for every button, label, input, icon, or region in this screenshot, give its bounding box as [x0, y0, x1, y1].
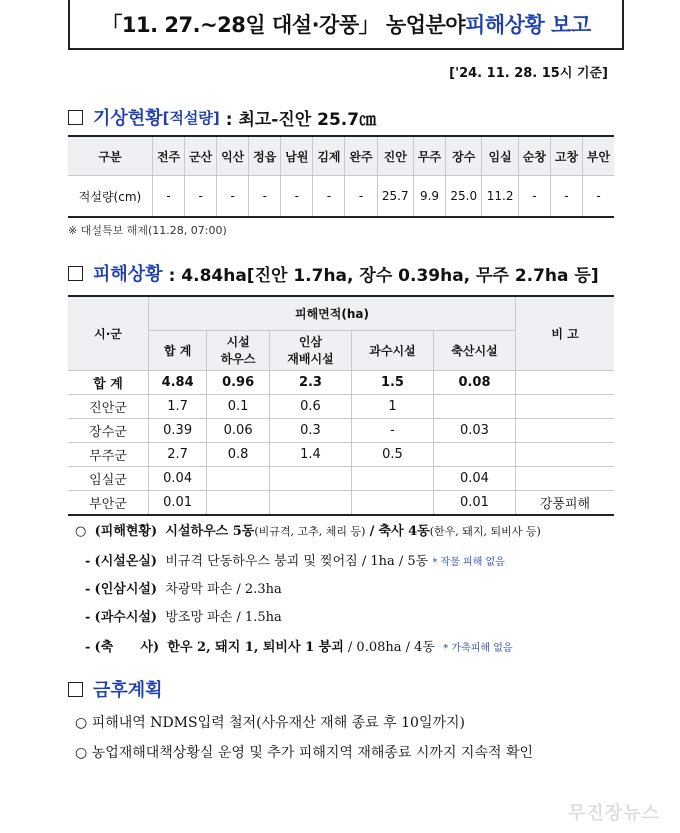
section-weather-heading: 기상현황: [93, 108, 163, 129]
snowfall-table: [68, 135, 614, 218]
snowfall-header-label: 구분: [68, 136, 153, 176]
damage-cell-note: [516, 418, 615, 442]
damage-header-total: 합 계: [149, 330, 207, 370]
snowfall-region-header: 전주: [153, 136, 185, 176]
snowfall-value: -: [550, 176, 582, 218]
snowfall-region-header: 완주: [345, 136, 377, 176]
watermark: 무진장뉴스: [568, 803, 660, 824]
plan-item-2: ○ 농업재해대책상황실 운영 및 추가 피해지역 재해종료 시까지 지속적 확인: [75, 745, 533, 761]
damage-cell-region: 부안군: [68, 490, 149, 515]
damage-cell-total: 0.39: [149, 418, 207, 442]
damage-table: [68, 295, 614, 516]
damage-cell-orchard: -: [351, 418, 433, 442]
snowfall-region-header: 무주: [413, 136, 445, 176]
detail-line-summary: ○ (피해현황) 시설하우스 5동(비규격, 고추, 체리 등) / 축사 4동(한우, 돼지, 퇴비사 등): [75, 524, 541, 539]
damage-cell-livestock: 0.01: [433, 490, 515, 515]
damage-cell-total: 2.7: [149, 442, 207, 466]
damage-cell-livestock: 0.03: [433, 418, 515, 442]
damage-cell-greenhouse: 0.96: [207, 370, 270, 394]
damage-cell-note: [516, 394, 615, 418]
detail-line-greenhouse: - (시설온실) 비규격 단동하우스 붕괴 및 찢어짐 / 1ha / 5동 * 작물 피해 없음: [85, 554, 505, 569]
damage-cell-livestock: [433, 394, 515, 418]
damage-cell-orchard: 0.5: [351, 442, 433, 466]
detail-line-orchard: - (과수시설) 방조망 파손 / 1.5ha: [85, 610, 282, 625]
checkbox-square-icon: [68, 110, 83, 125]
damage-cell-region: 합 계: [68, 370, 149, 394]
damage-table-row: [68, 418, 614, 442]
snowfall-value: -: [185, 176, 217, 218]
snowfall-region-header: 남원: [281, 136, 313, 176]
damage-header-orchard: 과수시설: [351, 330, 433, 370]
damage-cell-note: [516, 466, 615, 490]
damage-cell-region: 무주군: [68, 442, 149, 466]
snowfall-region-header: 고창: [550, 136, 582, 176]
damage-cell-ginseng: 1.4: [269, 442, 351, 466]
damage-cell-ginseng: 2.3: [269, 370, 351, 394]
damage-cell-greenhouse: [207, 466, 270, 490]
damage-header-greenhouse: 시설 하우스: [207, 330, 270, 370]
damage-header-area: 피해면적(ha): [149, 296, 516, 330]
snowfall-region-header: 김제: [313, 136, 345, 176]
damage-cell-note: 강풍피해: [516, 490, 615, 515]
snowfall-value: -: [217, 176, 249, 218]
damage-header-livestock: 축산시설: [433, 330, 515, 370]
section-weather-bracket: [적설량]: [162, 108, 220, 127]
detail-line-livestock: - (축 사) 한우 2, 돼지 1, 퇴비사 1 붕괴 / 0.08ha / 4동 * 가축피해 없음: [85, 640, 513, 655]
damage-header-ginseng: 인삼 재배시설: [269, 330, 351, 370]
damage-header-region: 시·군: [68, 296, 149, 370]
section-plan: [68, 676, 163, 702]
damage-cell-total: 0.01: [149, 490, 207, 515]
snowfall-value: 25.0: [446, 176, 482, 218]
detail-line-ginseng: - (인삼시설) 차광막 파손 / 2.3ha: [85, 582, 282, 597]
damage-cell-greenhouse: 0.1: [207, 394, 270, 418]
damage-table-row: [68, 394, 614, 418]
snowfall-region-header: 군산: [185, 136, 217, 176]
section-plan-heading: 금후계획: [93, 680, 163, 701]
damage-cell-greenhouse: [207, 490, 270, 515]
plan-item-1: ○ 피해내역 NDMS입력 철저(사유재산 재해 종료 후 10일까지): [75, 715, 465, 731]
snowfall-region-header: 정읍: [249, 136, 281, 176]
damage-cell-total: 0.04: [149, 466, 207, 490]
section-weather: [68, 104, 376, 130]
checkbox-square-icon: [68, 682, 83, 697]
damage-cell-greenhouse: 0.06: [207, 418, 270, 442]
snowfall-value: -: [313, 176, 345, 218]
damage-cell-orchard: [351, 490, 433, 515]
snowfall-value: -: [153, 176, 185, 218]
snowfall-region-header: 진안: [377, 136, 413, 176]
checkbox-square-icon: [68, 266, 83, 281]
damage-cell-note: [516, 442, 615, 466]
snowfall-value: 25.7: [377, 176, 413, 218]
snowfall-value: -: [345, 176, 377, 218]
damage-cell-ginseng: [269, 490, 351, 515]
section-damage-heading: 피해상황: [93, 264, 163, 285]
snowfall-row-label: 적설량(cm): [68, 176, 153, 218]
snowfall-value: -: [249, 176, 281, 218]
as-of-date: ['24. 11. 28. 15시 기준]: [449, 66, 608, 81]
title-part1: 「11. 27.~28일 대설·강풍」 농업분야: [101, 13, 466, 37]
damage-cell-total: 4.84: [149, 370, 207, 394]
snowfall-region-header: 임실: [482, 136, 518, 176]
damage-table-row: [68, 490, 614, 515]
snowfall-region-header: 익산: [217, 136, 249, 176]
section-weather-summary: : 최고-진안 25.7㎝: [225, 109, 377, 130]
section-damage: [68, 260, 599, 286]
snowfall-value: -: [281, 176, 313, 218]
snowfall-value: -: [518, 176, 550, 218]
damage-cell-orchard: 1.5: [351, 370, 433, 394]
damage-cell-orchard: 1: [351, 394, 433, 418]
damage-cell-orchard: [351, 466, 433, 490]
snowfall-region-header: 순창: [518, 136, 550, 176]
snowfall-region-header: 장수: [446, 136, 482, 176]
snowfall-value: -: [583, 176, 615, 218]
damage-table-row: [68, 466, 614, 490]
damage-cell-ginseng: [269, 466, 351, 490]
damage-cell-ginseng: 0.6: [269, 394, 351, 418]
report-title: [68, 0, 624, 50]
damage-cell-greenhouse: 0.8: [207, 442, 270, 466]
snowfall-value: 11.2: [482, 176, 518, 218]
damage-cell-livestock: [433, 442, 515, 466]
damage-table-row: [68, 370, 614, 394]
snowfall-region-header: 부안: [583, 136, 615, 176]
damage-cell-livestock: 0.04: [433, 466, 515, 490]
damage-table-row: [68, 442, 614, 466]
section-damage-summary: : 4.84ha[진안 1.7ha, 장수 0.39ha, 무주 2.7ha 등]: [168, 265, 599, 286]
damage-cell-note: [516, 370, 615, 394]
damage-cell-total: 1.7: [149, 394, 207, 418]
damage-cell-region: 임실군: [68, 466, 149, 490]
damage-cell-ginseng: 0.3: [269, 418, 351, 442]
damage-header-note: 비 고: [516, 296, 615, 370]
title-part2: 피해상황 보고: [465, 13, 591, 37]
damage-cell-livestock: 0.08: [433, 370, 515, 394]
damage-cell-region: 진안군: [68, 394, 149, 418]
snow-warning-note: ※ 대설특보 해제(11.28, 07:00): [68, 224, 227, 237]
damage-cell-region: 장수군: [68, 418, 149, 442]
snowfall-value: 9.9: [413, 176, 445, 218]
